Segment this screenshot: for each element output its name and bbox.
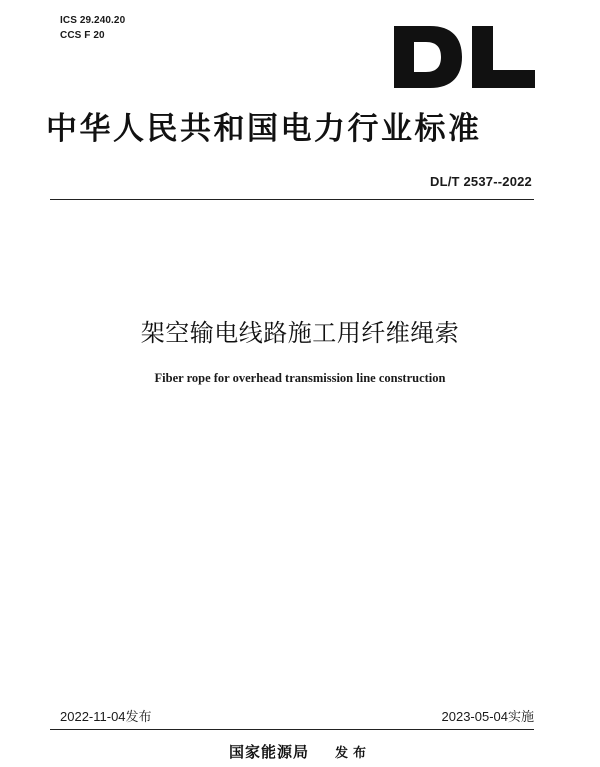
document-title-english: Fiber rope for overhead transmission line construction [154,371,446,385]
implementation-date: 2023-05-04实施 [441,709,534,724]
top-divider [50,199,534,200]
category-title: 中华人民共和国电力行业标准 [46,111,482,147]
ics-code: ICS 29.240.20 [60,15,126,26]
document-title-chinese: 架空输电线路施工用纤维绳索 [140,319,460,347]
issue-date: 2022-11-04发布 [60,709,152,724]
standard-number: DL/T 2537--2022 [430,174,532,189]
publisher-action: 发布 [335,746,372,761]
dl-logo [392,24,537,90]
bottom-divider [50,729,534,730]
publisher-line [0,741,600,762]
publisher-name: 国家能源局 [228,743,309,761]
ccs-code: CCS F 20 [60,30,105,41]
